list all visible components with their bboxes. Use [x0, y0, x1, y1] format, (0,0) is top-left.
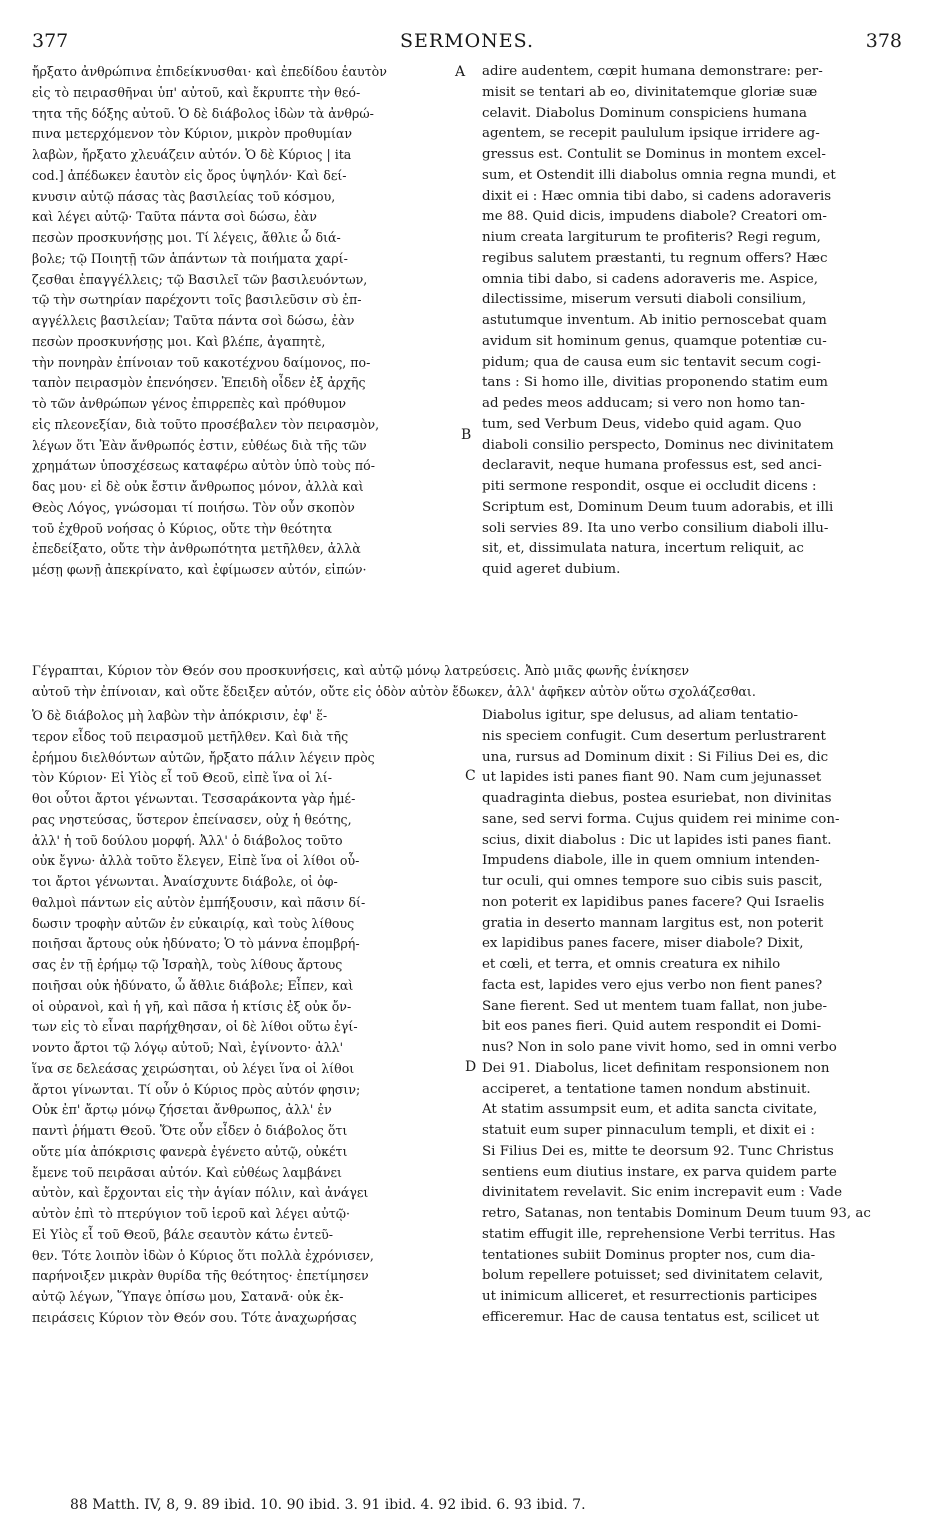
- text-line: una, rursus ad Dominum dixit : Si Filius Dei es, dic: [482, 749, 829, 765]
- text-line: πεσὼν προσκυνήσῃς μοι. Τί λέγεις, ἄθλιε ὦ διά-: [32, 230, 341, 245]
- text-line: divinitatem revelavit. Sic enim increpavit eum : Vade: [482, 1185, 843, 1201]
- text-line: τὸν Κύριον· Εἰ Υἱὸς εἶ τοῦ Θεοῦ, εἰπὲ ἵνα οἱ λί-: [32, 770, 332, 786]
- text-line: Impudens diabole, ille in quem omnium intenden-: [482, 853, 820, 869]
- text-line: δας μου· εἰ δὲ οὐκ ἔστιν ἄνθρωπος μόνον, ἀλλὰ καὶ: [32, 479, 364, 494]
- text-line: sit, et, dissimulata natura, incertum reliquit, ac: [482, 541, 804, 557]
- margin-marker-a: A: [455, 64, 466, 80]
- page-header: [0, 30, 934, 56]
- footnotes: 88 Matth. IV, 8, 9. 89 ibid. 10. 90 ibid. 3. 91 ibid. 4. 92 ibid. 6. 93 ibid. 7.: [70, 1497, 586, 1513]
- text-line: adire audentem, cœpit humana demonstrare: per-: [482, 64, 823, 79]
- text-line: των εἰς τὸ εἶναι παρήχθησαν, οἱ δὲ λίθοι οὕτω ἐγί-: [32, 1019, 358, 1035]
- text-line: bolum repellere potuisset; sed divinitatem celavit,: [482, 1268, 824, 1284]
- margin-marker-b: B: [461, 427, 472, 443]
- text-line: Θεὸς Λόγος, γνώσομαι τί ποιήσω. Τὸν οὖν σκοπὸν: [32, 499, 355, 515]
- text-line: αὐτῷ λέγων, Ὕπαγε ὀπίσω μου, Σατανᾶ· οὐκ ἐκ-: [32, 1289, 344, 1304]
- text-line: οὐκ ἔγνω· ἀλλὰ τοῦτο ἔλεγεν, Εἰπὲ ἵνα οἱ λίθοι οὗ-: [32, 853, 360, 869]
- text-line: αγγέλλεις βασιλείαν; Ταῦτα πάντα σοὶ δώσω, ἐὰν: [32, 313, 355, 328]
- text-line: αὐτοῦ τὴν ἐπίνοιαν, καὶ οὔτε ἔδειξεν αὐτόν, οὔτε εἰς ὁδὸν αὐτὸν ἔδωκεν, ἀλλ' ἀφῆκεν αὐτὸν οὕτω σχολάζεσθαι.: [32, 684, 756, 699]
- text-line: gressus est. Contulit se Dominus in montem excel-: [482, 147, 826, 162]
- text-line: scius, dixit diabolus : Dic ut lapides isti panes fiant.: [482, 832, 832, 848]
- text-line: δωσιν τροφὴν αὐτῶν ἐν εὐκαιρίᾳ, καὶ τοὺς λίθους: [32, 915, 355, 931]
- text-line: sum, et Ostendit illi diabolus omnia regna mundi, et: [482, 167, 836, 183]
- text-line: λαβὼν, ἤρξατο χλευάζειν αὐτόν. Ὁ δὲ Κύριος | ita: [32, 147, 352, 162]
- text-line: Sane fierent. Sed ut mentem tuam fallat, non jube-: [482, 998, 828, 1014]
- text-line: ταπὸν πειρασμὸν ἐπενόησεν. Ἐπειδὴ οἶδεν ἐξ ἀρχῆς: [32, 375, 366, 391]
- text-line: Οὐκ ἐπ' ἄρτῳ μόνῳ ζήσεται ἄνθρωπος, ἀλλ' ἐν: [32, 1102, 332, 1118]
- text-line: πεσὼν προσκυνήσῃς μοι. Καὶ βλέπε, ἀγαπητὲ,: [32, 333, 326, 349]
- text-line: θοι οὗτοι ἄρτοι γένωνται. Τεσσαράκοντα γὰρ ἡμέ-: [32, 791, 356, 806]
- text-line: εἰς τὸ πειρασθῆναι ὑπ' αὐτοῦ, καὶ ἔκρυπτε τὴν θεό-: [32, 84, 361, 100]
- text-line: τὴν πονηρὰν ἐπίνοιαν τοῦ κακοτέχνου δαίμονος, πο-: [32, 354, 371, 370]
- text-line: ἄρτοι γίνωνται. Τί οὖν ὁ Κύριος πρὸς αὐτόν φησιν;: [32, 1081, 361, 1097]
- text-line: astutumque inventum. Ab initio pernoscebat quam: [482, 313, 827, 328]
- text-line: αὐτὸν ἐπὶ τὸ πτερύγιον τοῦ ἱεροῦ καὶ λέγει αὐτῷ·: [32, 1206, 350, 1221]
- text-line: me 88. Quid dicis, impudens diabole? Creatori om-: [482, 209, 827, 225]
- margin-marker-c: C: [465, 768, 476, 784]
- text-line: λέγων ὅτι Ἐὰν ἄνθρωπός ἐστιν, εὐθέως διὰ τῆς τῶν: [32, 437, 367, 453]
- text-line: declaravit, neque humana professus est, sed anci-: [482, 458, 822, 474]
- text-line: diaboli consilio perspecto, Dominus nec divinitatem: [482, 437, 834, 453]
- text-line: tur oculi, qui omnes tempore suo cibis suis pascit,: [482, 874, 823, 889]
- latin-column-top: [482, 62, 908, 581]
- text-line: pidum; qua de causa eum sic tentavit secum cogi-: [482, 354, 821, 370]
- text-line: πειράσεις Κύριον τὸν Θεόν σου. Τότε ἀναχωρήσας: [32, 1309, 357, 1325]
- text-line: ποιῆσαι οὐκ ἠδύνατο, ὦ ἄθλιε διάβολε; Εἶπεν, καὶ: [32, 977, 354, 993]
- text-line: νοντο ἄρτοι τῷ λόγῳ αὐτοῦ; Ναὶ, ἐγίνοντο· ἀλλ': [32, 1040, 344, 1055]
- text-line: cod.] ἀπέδωκεν ἑαυτὸν εἰς ὄρος ὑψηλόν· Καὶ δεί-: [32, 167, 347, 183]
- text-line: ἐπεδείξατο, οὔτε τὴν ἀνθρωπότητα μετῆλθεν, ἀλλὰ: [32, 541, 361, 557]
- text-line: πινα μετερχόμενον τὸν Κύριον, μικρὸν προθυμίαν: [32, 126, 353, 142]
- running-title: SERMONES.: [399, 30, 535, 52]
- text-line: statim effugit ille, reprehensione Verbi territus. Has: [482, 1226, 836, 1242]
- text-line: soli servies 89. Ita uno verbo consilium diaboli illu-: [482, 520, 829, 536]
- text-line: ἵνα σε δελεάσας χειρώσηται, οὐ λέγει ἵνα οἱ λίθοι: [32, 1060, 355, 1076]
- text-line: τοῦ ἐχθροῦ νοήσας ὁ Κύριος, οὔτε τὴν θεότητα: [32, 520, 332, 536]
- text-line: βολε; τῷ Ποιητῇ τῶν ἁπάντων τὰ ποιήματα χαρί-: [32, 250, 348, 266]
- text-line: misit se tentari ab eo, divinitatemque gloriæ suæ: [482, 84, 818, 100]
- text-line: avidum sit hominum genus, quamque potentiæ cu-: [482, 333, 827, 349]
- text-line: bit eos panes fieri. Quid autem respondit ei Domi-: [482, 1019, 822, 1035]
- text-line: τητα τῆς δόξης αὐτοῦ. Ὁ δὲ διάβολος ἰδὼν τὰ ἀνθρώ-: [32, 105, 374, 121]
- latin-column-bottom: [482, 706, 908, 1329]
- text-line: quid ageret dubium.: [482, 562, 621, 577]
- text-line: sentiens eum diutius instare, ex parva quidem parte: [482, 1164, 837, 1180]
- text-line: statuit eum super pinnaculum templi, et dixit ei :: [482, 1123, 815, 1138]
- text-line: τῷ τὴν σωτηρίαν παρέχοντι τοῖς βασιλεῦσιν σὺ ἐπ-: [32, 292, 362, 308]
- text-line: ἤρξατο ἀνθρώπινα ἐπιδείκνυσθαι· καὶ ἐπεδίδου ἑαυτὸν: [32, 64, 387, 79]
- text-line: non poterit ex lapidibus panes facere? Qui Israelis: [482, 894, 825, 910]
- text-line: ut lapides isti panes fiant 90. Nam cum jejunasset: [482, 770, 822, 786]
- greek-column-top: [32, 62, 472, 581]
- text-line: παρήνοιξεν μικρὰν θυρίδα τῆς θεότητος· ἐπετίμησεν: [32, 1268, 369, 1284]
- text-line: ποιῆσαι ἄρτους οὐκ ἠδύνατο; Ὁ τὸ μάννα ἐπομβρή-: [32, 936, 360, 952]
- text-line: Diabolus igitur, spe delusus, ad aliam tentatio-: [482, 708, 799, 723]
- text-line: facta est, lapides vero ejus verbo non fient panes?: [482, 977, 823, 993]
- text-line: Scriptum est, Dominum Deum tuum adorabis, et illi: [482, 499, 834, 515]
- text-line: piti sermone respondit, osque ei occludit dicens :: [482, 479, 817, 494]
- text-line: κνυσιν αὐτῷ πάσας τὰς βασιλείας τοῦ κόσμου,: [32, 188, 336, 204]
- text-line: dilectissime, miserum versuti diaboli consilium,: [482, 292, 807, 308]
- text-line: quadraginta diebus, postea esuriebat, non divinitas: [482, 791, 832, 806]
- text-line: ἐρήμου διελθόντων αὐτῶν, ἤρξατο πάλιν λέγειν πρὸς: [32, 749, 375, 765]
- text-line: At statim assumpsit eum, et adita sancta civitate,: [482, 1102, 818, 1118]
- greek-column-bottom: [32, 706, 472, 1329]
- text-line: nium creata largiturum te profiteris? Regi regum,: [482, 230, 821, 245]
- text-line: Si Filius Dei es, mitte te deorsum 92. Tunc Christus: [482, 1143, 834, 1159]
- text-line: tans : Si homo ille, divitias proponendo statim eum: [482, 375, 828, 391]
- text-line: retro, Satanas, non tentabis Dominum Deum tuum 93, ac: [482, 1206, 871, 1221]
- text-line: nus? Non in solo pane vivit homo, sed in omni verbo: [482, 1040, 837, 1055]
- text-line: ex lapidibus panes facere, miser diabole? Dixit,: [482, 936, 804, 952]
- text-line: ἔμενε τοῦ πειρᾶσαι αὐτόν. Καὶ εὐθέως λαμβάνει: [32, 1164, 342, 1180]
- text-line: sane, sed servi forma. Cujus quidem rei minime con-: [482, 811, 840, 827]
- text-line: omnia tibi dabo, si cadens adoraveris me. Aspice,: [482, 271, 819, 287]
- text-line: acciperet, a tentatione tamen nondum abstinuit.: [482, 1081, 811, 1097]
- text-line: tentationes subiit Dominus propter nos, cum dia-: [482, 1247, 816, 1263]
- text-line: τερον εἶδος τοῦ πειρασμοῦ μετῆλθεν. Καὶ διὰ τῆς: [32, 728, 349, 744]
- text-line: et cœli, et terra, et omnis creatura ex nihilo: [482, 957, 781, 972]
- greek-full-width-text: [32, 660, 906, 702]
- text-line: χρημάτων ὑποσχέσεως καταφέρω αὐτὸν ὑπὸ τοὺς πό-: [32, 458, 376, 474]
- page-number-left: 377: [32, 30, 69, 52]
- text-line: ut inimicum alliceret, et resurrectionis participes: [482, 1289, 818, 1304]
- text-line: ἀλλ' ἡ τοῦ δούλου μορφή. Ἀλλ' ὁ διάβολος τοῦτο: [32, 832, 343, 848]
- text-line: καὶ λέγει αὐτῷ· Ταῦτα πάντα σοὶ δώσω, ἐὰν: [32, 209, 317, 225]
- text-line: celavit. Diabolus Dominum conspiciens humana: [482, 105, 807, 121]
- text-line: efficeremur. Hac de causa tentatus est, scilicet ut: [482, 1309, 820, 1325]
- text-line: αὐτὸν, καὶ ἔρχονται εἰς τὴν ἁγίαν πόλιν, καὶ ἀνάγει: [32, 1185, 369, 1201]
- text-line: οἱ οὐρανοὶ, καὶ ἡ γῆ, καὶ πᾶσα ἡ κτίσις ἐξ οὐκ ὄν-: [32, 998, 352, 1014]
- text-line: agentem, se recepit paululum ipsique irridere ag-: [482, 126, 820, 142]
- text-line: Εἰ Υἱὸς εἶ τοῦ Θεοῦ, βάλε σεαυτὸν κάτω ἐντεῦ-: [32, 1226, 334, 1242]
- text-line: σας ἐν τῇ ἐρήμῳ τῷ Ἰσραὴλ, τοὺς λίθους ἄρτους: [32, 957, 343, 972]
- text-line: Γέγραπται, Κύριον τὸν Θεόν σου προσκυνήσεις, καὶ αὐτῷ μόνῳ λατρεύσεις. Ἀπὸ μιᾶς φωνῆς ἐνίκησεν: [32, 663, 689, 678]
- text-line: Dei 91. Diabolus, licet definitam responsionem non: [482, 1060, 830, 1076]
- text-line: regibus salutem præstanti, tu regnum offers? Hæc: [482, 250, 828, 266]
- text-line: ad pedes meos adducam; si vero non homo tan-: [482, 396, 805, 411]
- text-line: tum, sed Verbum Deus, videbo quid agam. Quo: [482, 416, 802, 432]
- text-line: nis speciem confugit. Cum desertum perlustrarent: [482, 728, 826, 744]
- text-line: ρας νηστεύσας, ὕστερον ἐπείνασεν, οὐχ ἡ θεότης,: [32, 811, 352, 827]
- text-line: ζεσθαι ἐπαγγέλλεις; τῷ Βασιλεῖ τῶν βασιλευόντων,: [32, 271, 368, 287]
- page-number-right: 378: [865, 30, 902, 52]
- text-line: παντὶ ῥήματι Θεοῦ. Ὅτε οὖν εἶδεν ὁ διάβολος ὅτι: [32, 1123, 348, 1138]
- text-line: μέσῃ φωνῇ ἀπεκρίνατο, καὶ ἐφίμωσεν αὐτόν, εἰπών·: [32, 562, 367, 577]
- text-line: gratia in deserto mannam largitus est, non poterit: [482, 915, 824, 931]
- text-line: εἰς πλεονεξίαν, διὰ τοῦτο προσέβαλεν τὸν πειρασμὸν,: [32, 416, 380, 432]
- text-line: θεν. Τότε λοιπὸν ἰδὼν ὁ Κύριος ὅτι πολλὰ ἐχρόνισεν,: [32, 1247, 374, 1263]
- margin-marker-d: D: [465, 1059, 477, 1075]
- text-line: Ὁ δὲ διάβολος μὴ λαβὼν τὴν ἀπόκρισιν, ἐφ' ἕ-: [32, 708, 328, 723]
- text-line: τοι ἄρτοι γένωνται. Ἀναίσχυντε διάβολε, οἱ ὀφ-: [32, 874, 338, 889]
- text-line: θαλμοὶ πάντων εἰς αὐτὸν ἐμπήξουσιν, καὶ πᾶσιν δί-: [32, 894, 366, 910]
- text-line: οὔτε μία ἀπόκρισις φανερὰ ἐγένετο αὐτῷ, οὐκέτι: [32, 1143, 348, 1159]
- text-line: dixit ei : Hæc omnia tibi dabo, si cadens adoraveris: [482, 188, 832, 204]
- text-line: τὸ τῶν ἀνθρώπων γένος ἐπιρρεπὲς καὶ πρόθυμον: [32, 396, 347, 411]
